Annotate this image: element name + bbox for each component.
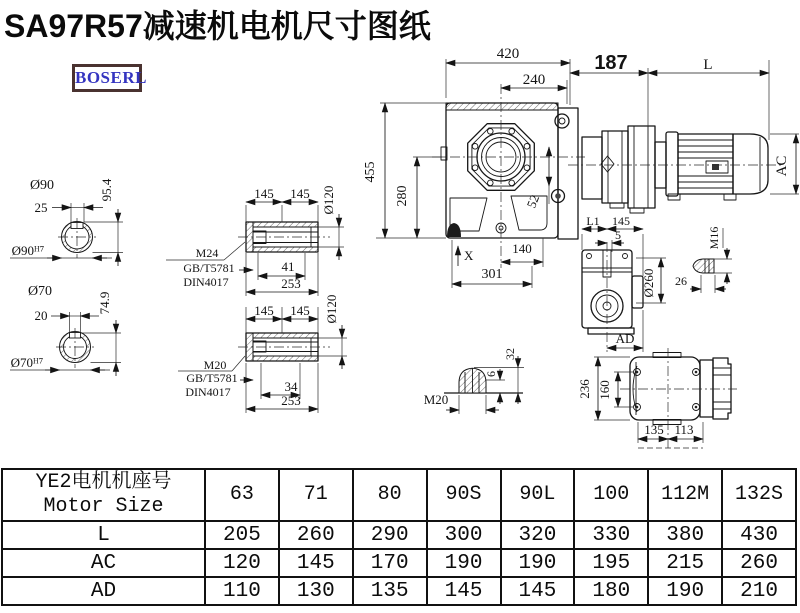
dim-187: 187 — [594, 52, 628, 74]
row-label-l: L — [2, 521, 205, 549]
gearbox-bottom-view — [577, 348, 737, 448]
dim-d120-a: Ø120 — [321, 185, 336, 215]
col-63: 63 — [205, 469, 279, 521]
table-row-l — [2, 521, 796, 549]
col-90s: 90S — [427, 469, 501, 521]
header-motor-size-en: Motor Size — [43, 495, 164, 518]
dim-26: 26 — [675, 274, 687, 288]
label-d70h7: Ø70ᴴ⁷ — [10, 355, 44, 370]
motor-size-table — [1, 468, 797, 606]
dim-52: 52 — [523, 192, 543, 211]
label-din4017-a: DIN4017 — [183, 275, 229, 289]
table-cell: 145 — [427, 577, 501, 605]
dim-280: 280 — [395, 185, 410, 207]
label-gbt5781-a: GB/T5781 — [183, 261, 235, 275]
table-cell: 190 — [427, 549, 501, 577]
motor-side-view — [568, 126, 782, 213]
dim-145-e: 145 — [612, 214, 630, 228]
table-cell: 135 — [353, 577, 427, 605]
hollow-shaft-90-section — [10, 178, 123, 266]
label-m16: M16 — [707, 226, 721, 250]
col-112m: 112M — [648, 469, 722, 521]
dim-140: 140 — [512, 241, 532, 256]
bushing-detail-m24 — [166, 186, 344, 296]
col-100: 100 — [574, 469, 648, 521]
label-m24: M24 — [195, 246, 219, 260]
dim-160: 160 — [597, 380, 612, 400]
row-label-ad: AD — [2, 577, 205, 605]
table-cell: 205 — [205, 521, 279, 549]
dim-145-a: 145 — [254, 186, 274, 201]
table-cell: 110 — [205, 577, 279, 605]
label-m20-bolt: M20 — [423, 392, 449, 407]
col-71: 71 — [279, 469, 353, 521]
label-d90h7: Ø90ᴴ⁷ — [11, 243, 45, 258]
dim-113: 113 — [674, 422, 694, 437]
dim-5: 5 — [615, 228, 621, 242]
table-cell: 330 — [574, 521, 648, 549]
dim-145-d: 145 — [290, 303, 310, 318]
dim-236: 236 — [577, 379, 592, 399]
dim-20: 20 — [34, 308, 48, 323]
gearbox-side-view — [582, 214, 666, 352]
table-cell: 260 — [722, 549, 796, 577]
dim-420: 420 — [496, 46, 520, 62]
table-cell: 190 — [648, 577, 722, 605]
table-cell: 145 — [279, 549, 353, 577]
label-d90: Ø90 — [29, 178, 55, 193]
table-cell: 300 — [427, 521, 501, 549]
dim-74-9: 74.9 — [97, 291, 112, 315]
dim-ac: AC — [774, 155, 790, 177]
mark-x: X — [464, 248, 474, 263]
table-cell: 215 — [648, 549, 722, 577]
table-cell: 130 — [279, 577, 353, 605]
dim-ad: AD — [615, 331, 635, 346]
table-cell: 380 — [648, 521, 722, 549]
row-label-ac: AC — [2, 549, 205, 577]
foot-bolt — [447, 223, 461, 237]
dim-135: 135 — [644, 422, 664, 437]
boserl-logo-text: BOSERL — [75, 68, 147, 87]
dim-34: 34 — [284, 379, 298, 394]
label-m20: M20 — [203, 358, 227, 372]
table-cell: 170 — [353, 549, 427, 577]
bolt-m16 — [675, 227, 732, 293]
gearbox-front-view — [432, 84, 585, 268]
table-cell: 195 — [574, 549, 648, 577]
dim-145-b: 145 — [290, 186, 310, 201]
page-title: SA97R57减速机电机尺寸图纸 — [4, 8, 431, 44]
dim-455: 455 — [363, 161, 378, 183]
bolt-m20 — [424, 348, 524, 414]
dim-253-a: 253 — [281, 276, 301, 291]
dim-253-b: 253 — [281, 393, 301, 408]
table-row-ac — [2, 549, 796, 577]
dim-240: 240 — [522, 72, 546, 88]
table-row-ad — [2, 577, 796, 605]
header-motor-size — [2, 469, 205, 521]
col-80: 80 — [353, 469, 427, 521]
dim-301: 301 — [481, 267, 503, 282]
dim-32: 32 — [503, 348, 517, 360]
label-d70: Ø70 — [27, 284, 53, 299]
table-cell: 180 — [574, 577, 648, 605]
dim-l: L — [703, 57, 713, 73]
table-cell: 145 — [501, 577, 575, 605]
table-cell: 320 — [501, 521, 575, 549]
bushing-detail-m20 — [178, 295, 347, 413]
table-cell: 210 — [722, 577, 796, 605]
col-132s: 132S — [722, 469, 796, 521]
label-din4017-b: DIN4017 — [185, 385, 231, 399]
dim-41: 41 — [281, 259, 295, 274]
table-cell: 260 — [279, 521, 353, 549]
table-header-row — [2, 469, 796, 521]
shaft-key-diamond — [601, 156, 614, 172]
label-gbt5781-b: GB/T5781 — [186, 371, 238, 385]
table-cell: 120 — [205, 549, 279, 577]
dim-d260: Ø260 — [641, 268, 656, 298]
dim-d120-b: Ø120 — [324, 294, 339, 324]
table-cell: 190 — [501, 549, 575, 577]
table-cell: 430 — [722, 521, 796, 549]
col-90l: 90L — [501, 469, 575, 521]
dim-l1: L1 — [586, 214, 600, 228]
hollow-shaft-70-section — [10, 284, 121, 376]
table-cell: 290 — [353, 521, 427, 549]
dim-6: 6 — [484, 371, 498, 377]
dim-145-c: 145 — [254, 303, 274, 318]
header-motor-size-cn: YE2电机机座号 — [35, 471, 172, 494]
dim-25: 25 — [34, 200, 48, 215]
dim-95-4: 95.4 — [99, 178, 114, 202]
